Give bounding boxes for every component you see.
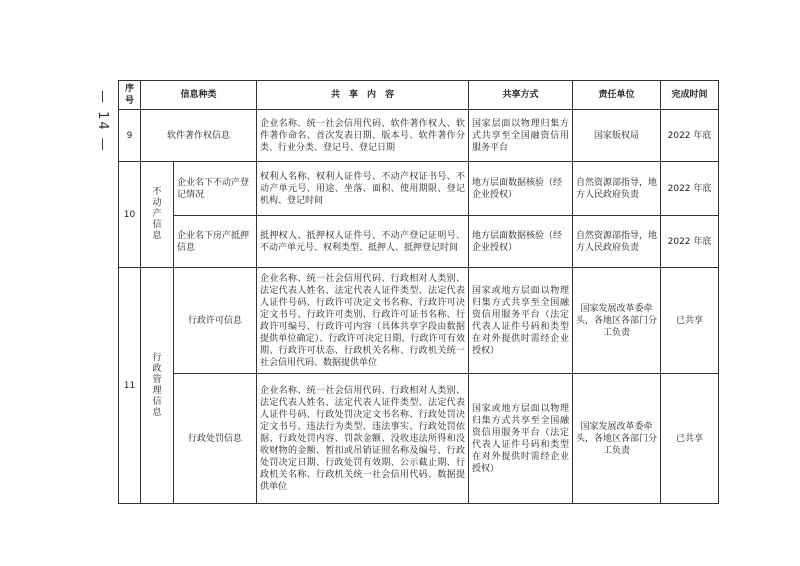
row-method: 国家或地方层面以物理归集方式共享至全国融资信用服务平台（法定代表人证件号码和类型在对外提供时需经企业授权） — [469, 268, 573, 374]
row-unit: 国家发展改革委牵头，各地区各部门分工负责 — [573, 374, 661, 504]
sub-category: 企业名下房产抵押信息 — [174, 216, 257, 268]
page-number: — 14 — — [95, 90, 110, 153]
header-seq: 序号 — [119, 81, 141, 110]
row-method: 国家或地方层面以物理归集方式共享至全国融资信用服务平台（法定代表人证件号码和类型在对外提供时需经企业授权） — [469, 374, 573, 504]
sub-category: 行政许可信息 — [174, 268, 257, 374]
info-sharing-table — [118, 80, 719, 504]
row-content: 权利人名称、权利人证件号、不动产权证书号、不动产单元号、用途、坐落、面积、使用期限、登记机构、登记时间 — [257, 162, 469, 216]
table-row — [119, 374, 719, 504]
row-method: 地方层面数据核验（经企业授权） — [469, 216, 573, 268]
sub-category: 企业名下不动产登记情况 — [174, 162, 257, 216]
row-category-text: 不动产信息 — [152, 187, 162, 241]
header-category: 信息种类 — [141, 81, 257, 110]
row-category: 软件著作权信息 — [141, 110, 257, 162]
header-time: 完成时间 — [661, 81, 719, 110]
row-seq: 9 — [119, 110, 141, 162]
row-unit: 国家发展改革委牵头，各地区各部门分工负责 — [573, 268, 661, 374]
row-time: 已共享 — [661, 268, 719, 374]
row-seq: 10 — [119, 162, 141, 268]
header-unit: 责任单位 — [573, 81, 661, 110]
row-unit: 自然资源部指导，地方人民政府负责 — [573, 162, 661, 216]
row-method: 地方层面数据核验（经企业授权） — [469, 162, 573, 216]
table-row — [119, 110, 719, 162]
row-content: 企业名称、统一社会信用代码、软件著作权人、软件著作命名、首次发表日期、版本号、软件著作分类、行业分类、登记号、登记日期 — [257, 110, 469, 162]
table-row — [119, 268, 719, 374]
row-category — [141, 162, 174, 268]
row-time: 已共享 — [661, 374, 719, 504]
row-category-text: 行政管理信息 — [152, 352, 162, 418]
header-content: 共 享 内 容 — [257, 81, 469, 110]
row-unit: 自然资源部指导，地方人民政府负责 — [573, 216, 661, 268]
row-seq: 11 — [119, 268, 141, 504]
row-method: 国家层面以物理归集方式共享至全国融资信用服务平台 — [469, 110, 573, 162]
row-category — [141, 268, 174, 504]
row-content: 企业名称、统一社会信用代码、行政相对人类别、法定代表人姓名、法定代表人证件类型、法定代表人证件号码、行政处罚决定文书名称、行政处罚决定文书号、违法行为类型、违法事实、行政处罚依据、行政处罚内容、罚款金额、没收违法所得和没收财物的金额、暂扣或吊销证照名称及编号、行政处罚决定日期、行政处罚有效期、公示截止期、行政机关名称、行政机关统一社会信用代码、数据提供单位 — [257, 374, 469, 504]
table-row — [119, 162, 719, 216]
row-unit: 国家版权局 — [573, 110, 661, 162]
row-time: 2022 年底 — [661, 162, 719, 216]
row-content: 企业名称、统一社会信用代码、行政相对人类别、法定代表人姓名、法定代表人证件类型、法定代表人证件号码、行政许可决定文书名称、行政许可决定文书号、行政许可类别、行政许可证书名称、行政许可编号、行政许可内容（具体共享字段由数据提供单位确定）、行政许可决定日期、行政许可有效期、行政许可状态、行政机关名称、行政机关统一社会信用代码、数据提供单位 — [257, 268, 469, 374]
header-method: 共享方式 — [469, 81, 573, 110]
table-header-row — [119, 81, 719, 110]
row-time: 2022 年底 — [661, 216, 719, 268]
row-content: 抵押权人、抵押权人证件号、不动产登记证明号、不动产单元号、权利类型、抵押人、抵押登记时间 — [257, 216, 469, 268]
table-row — [119, 216, 719, 268]
sub-category: 行政处罚信息 — [174, 374, 257, 504]
row-time: 2022 年底 — [661, 110, 719, 162]
